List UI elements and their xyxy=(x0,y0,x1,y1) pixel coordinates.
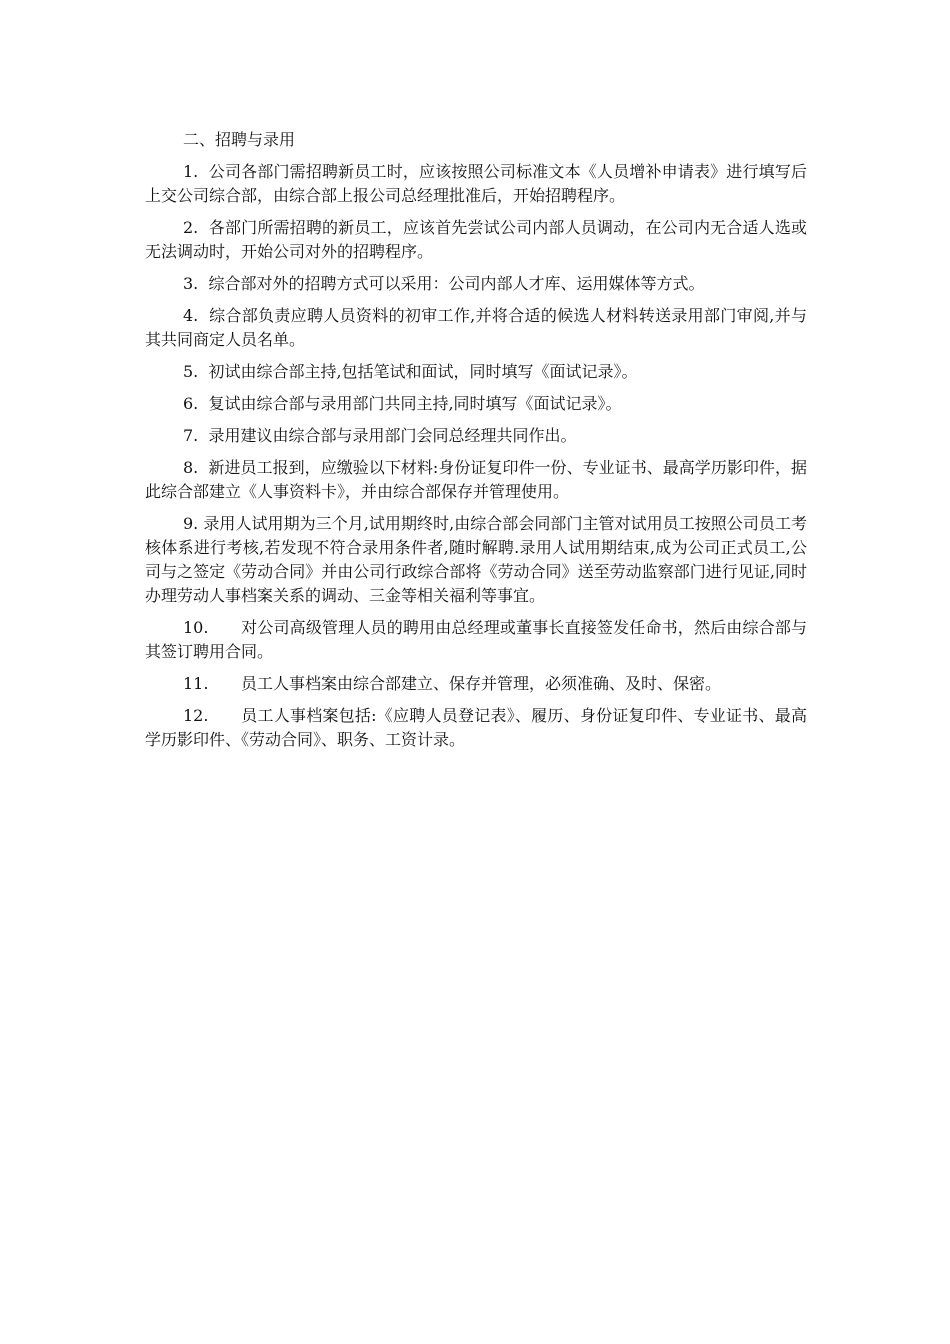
item-text: 综合部对外的招聘方式可以采用：公司内部人才库、运用媒体等方式。 xyxy=(208,274,705,293)
list-item-12 xyxy=(145,704,807,752)
item-number: 2. xyxy=(183,218,199,237)
item-text: 各部门所需招聘的新员工，应该首先尝试公司内部人员调动，在公司内无合适人选或无法调动时，开始公司对外的招聘程序。 xyxy=(145,218,808,261)
item-text: 初试由综合部主持,包括笔试和面试，同时填写《面试记录》。 xyxy=(208,362,638,381)
item-text: 综合部负责应聘人员资料的初审工作,并将合适的候选人材料转送录用部门审阅,并与其共同商定人员名单。 xyxy=(145,306,807,349)
list-item-8 xyxy=(145,456,807,504)
item-text: 员工人事档案由综合部建立、保存并管理，必须准确、及时、保密。 xyxy=(241,674,722,693)
item-number: 9. xyxy=(183,514,199,533)
list-item-7 xyxy=(145,424,807,448)
list-item-9 xyxy=(145,512,807,608)
item-number: 10. xyxy=(183,618,209,637)
list-item-2 xyxy=(145,216,807,264)
list-item-10 xyxy=(145,616,807,664)
item-text: 员工人事档案包括:《应聘人员登记表》、履历、身份证复印件、专业证书、最高学历影印件、《劳动合同》、职务、工资计录。 xyxy=(145,706,807,749)
section-heading: 二、招聘与录用 xyxy=(183,130,296,149)
document-page xyxy=(145,128,807,760)
list-item-3 xyxy=(145,272,807,296)
item-text: 公司各部门需招聘新员工时，应该按照公司标准文本《人员增补申请表》进行填写后上交公司综合部，由综合部上报公司总经理批准后，开始招聘程序。 xyxy=(145,162,808,205)
list-item-11 xyxy=(145,672,807,696)
list-item-4 xyxy=(145,304,807,352)
item-number: 11. xyxy=(183,674,209,693)
item-number: 3. xyxy=(183,274,199,293)
item-text: 复试由综合部与录用部门共同主持,同时填写《面试记录》。 xyxy=(208,394,622,413)
item-number: 7. xyxy=(183,426,199,445)
item-text: 录用建议由综合部与录用部门会同总经理共同作出。 xyxy=(208,426,577,445)
item-text: 对公司高级管理人员的聘用由总经理或董事长直接签发任命书，然后由综合部与其签订聘用合同。 xyxy=(145,618,807,661)
item-text: 录用人试用期为三个月,试用期终时,由综合部会同部门主管对试用员工按照公司员工考核体系进行考核,若发现不符合录用条件者,随时解聘.录用人试用期结束,成为公司正式员工,公司与之签定《劳动合同》并由公司行政综合部将《劳动合同》送至劳动监察部门进行见证,同时办理劳动人事档案关系的调动、三金等相关福利等事宜。 xyxy=(145,514,807,605)
item-number: 8. xyxy=(183,458,199,477)
item-number: 5. xyxy=(183,362,199,381)
item-number: 12. xyxy=(183,706,209,725)
item-number: 1. xyxy=(183,162,199,181)
list-item-6 xyxy=(145,392,807,416)
list-item-5 xyxy=(145,360,807,384)
item-text: 新进员工报到，应缴验以下材料:身份证复印件一份、专业证书、最高学历影印件，据此综合部建立《人事资料卡》，并由综合部保存并管理使用。 xyxy=(145,458,807,501)
item-number: 4. xyxy=(183,306,199,325)
list-item-1 xyxy=(145,160,807,208)
item-number: 6. xyxy=(183,394,199,413)
